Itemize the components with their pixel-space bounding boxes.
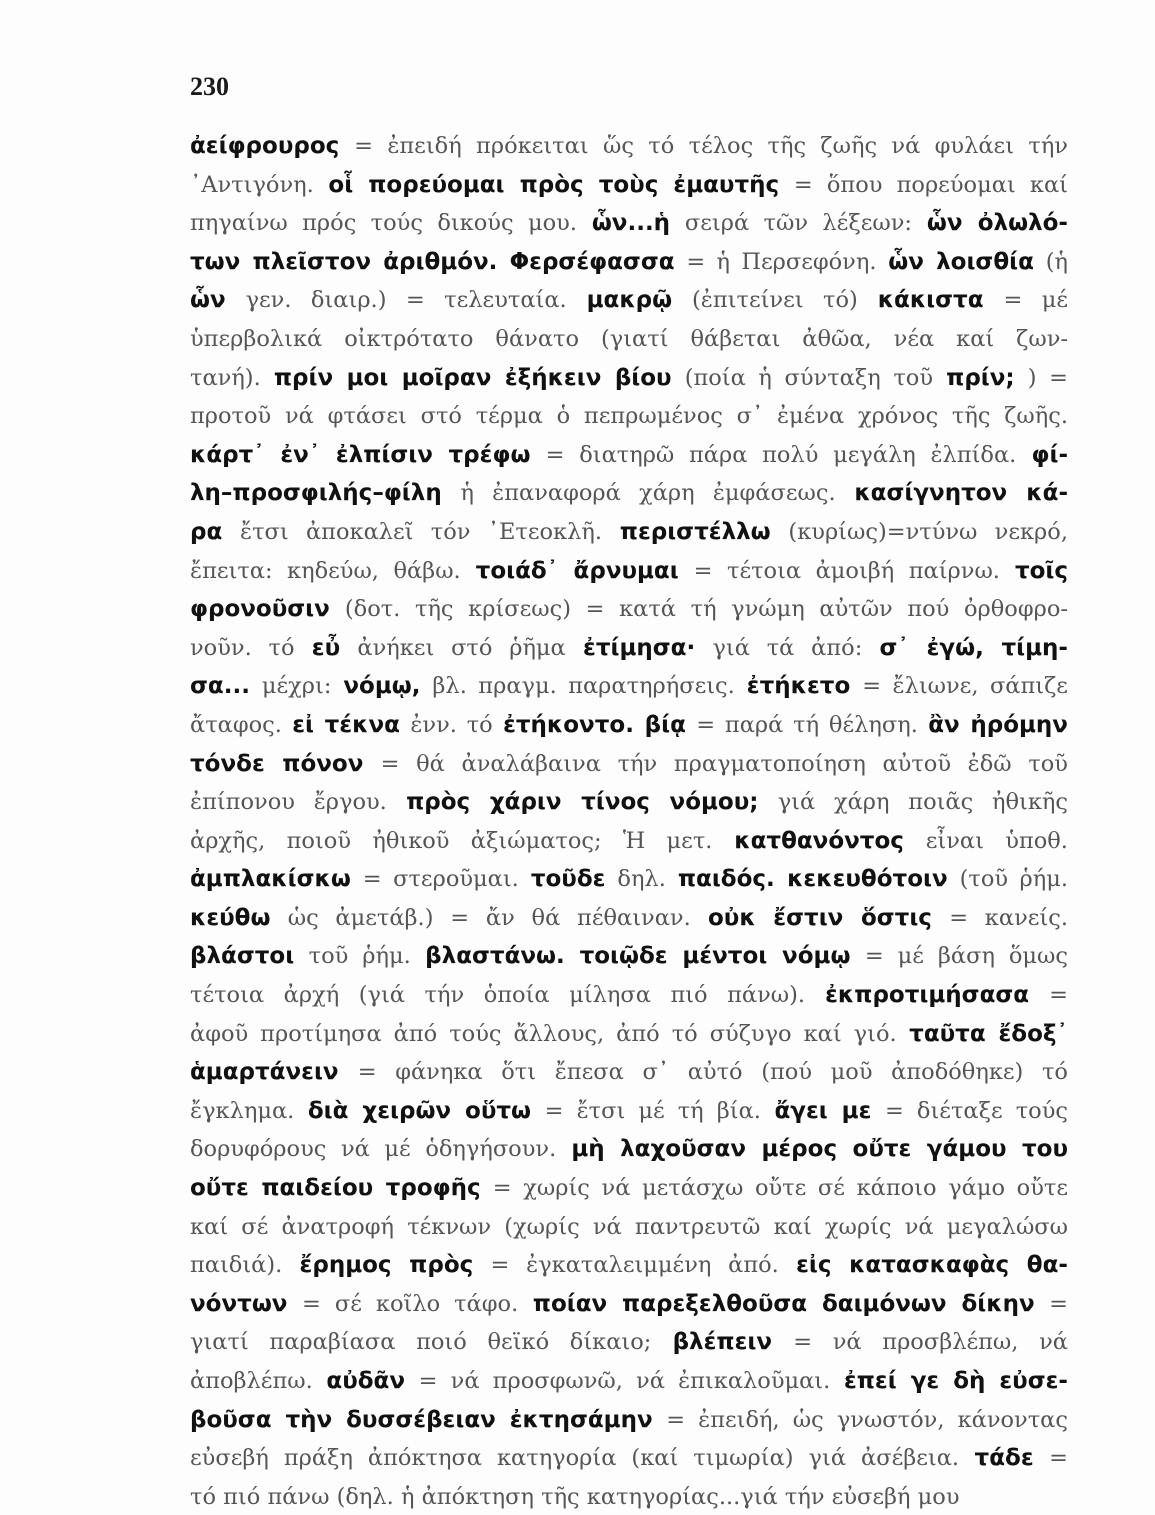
gloss-text: = παρά τή θέληση. bbox=[696, 711, 918, 738]
headword: μὴ λαχοῦσαν μέρος οὔτε γάμου του bbox=[571, 1136, 1068, 1163]
text-line bbox=[190, 1207, 1068, 1246]
headword: φί- bbox=[1031, 441, 1068, 468]
text-line bbox=[190, 1091, 1068, 1130]
text-line bbox=[190, 435, 1068, 474]
headword: ἔρημος πρὸς bbox=[299, 1252, 474, 1279]
headword: ποίαν παρεξελθοῦσα δαιμόνων δίκην bbox=[532, 1290, 1035, 1317]
text-line bbox=[190, 705, 1068, 744]
headword: οἷ πορεύομαι πρὸς τοὺς ἐμαυτῆς bbox=[328, 171, 780, 198]
gloss-text: εἶναι ὑποθ. bbox=[925, 827, 1068, 854]
text-line bbox=[190, 551, 1068, 590]
gloss-text: ἀρχῆς, ποιοῦ ἠθικοῦ ἀξιώματος; Ἡ μετ. bbox=[190, 827, 713, 854]
text-line bbox=[190, 1361, 1068, 1400]
gloss-text: = τέτοια ἀμοιβή παίρνω. bbox=[693, 557, 1000, 584]
text-line bbox=[190, 744, 1068, 783]
gloss-text: τανή). bbox=[190, 364, 261, 391]
text-line bbox=[190, 589, 1068, 628]
gloss-text: ἀφοῦ προτίμησα ἀπό τούς ἄλλους, ἀπό τό σύζυγο καί γιό. bbox=[190, 1020, 897, 1047]
gloss-text: = μέ βάση ὅμως bbox=[864, 943, 1068, 970]
gloss-text: = ἐπειδή, ὡς γνωστόν, κάνοντας bbox=[666, 1406, 1068, 1433]
gloss-text: βλ. πραγμ. παρατηρήσεις. bbox=[432, 673, 735, 700]
text-line bbox=[190, 628, 1068, 667]
gloss-text: καί σέ ἀνατροφή τέκνων (χωρίς νά παντρευτῶ καί χωρίς νά μεγαλώσω bbox=[190, 1213, 1068, 1240]
gloss-text: = ἐγκαταλειμμένη ἀπό. bbox=[490, 1252, 779, 1279]
headword: κάρτ᾿ ἐν᾿ ἐλπίσιν τρέφω bbox=[190, 441, 531, 468]
gloss-text: (τοῦ ῥήμ. bbox=[959, 866, 1068, 893]
headword: ρα bbox=[190, 518, 223, 545]
gloss-text: (ἡ bbox=[1045, 248, 1068, 275]
headword: κάκιστα bbox=[877, 287, 984, 314]
headword: ἐκπροτιμήσασα bbox=[825, 982, 1030, 1009]
headword: ἀείφρουρος bbox=[190, 133, 340, 159]
headword: ἐτίμησα· bbox=[583, 634, 696, 661]
headword: σα... bbox=[190, 673, 250, 700]
text-line bbox=[190, 1284, 1068, 1323]
gloss-text: = θά ἀναλάβαινα τήν πραγματοποίηση αὐτοῦ ἐδῶ τοῦ bbox=[380, 750, 1068, 777]
headword: ὧν λοισθία bbox=[888, 248, 1034, 275]
text-line bbox=[190, 242, 1068, 281]
gloss-text: παιδιά). bbox=[190, 1252, 283, 1279]
gloss-text: νοῦν. τό bbox=[190, 634, 295, 661]
text-line bbox=[190, 1438, 1068, 1477]
gloss-text: = σέ κοῖλο τάφο. bbox=[301, 1290, 519, 1317]
headword: βοῦσα τὴν δυσσέβειαν ἐκτησάμην bbox=[190, 1406, 653, 1433]
text-line bbox=[190, 358, 1068, 397]
gloss-text: = χωρίς νά μετάσχω οὔτε σέ κάποιο γάμο οὔτε bbox=[492, 1175, 1068, 1202]
gloss-text: ἄταφος. bbox=[190, 711, 282, 738]
gloss-text: σειρά τῶν λέξεων: bbox=[684, 210, 912, 237]
headword: πρὸς χάριν τίνος νόμου; bbox=[406, 789, 759, 816]
gloss-text: (κυρίως)=ντύνω νεκρό, bbox=[788, 518, 1068, 545]
gloss-text: = bbox=[1049, 1445, 1068, 1472]
headword: τόνδε πόνον bbox=[190, 750, 364, 777]
gloss-text: δορυφόρους νά μέ ὁδηγήσουν. bbox=[190, 1136, 557, 1163]
gloss-text: = διατηρῶ πάρα πολύ μεγάλη ἐλπίδα. bbox=[545, 441, 1017, 468]
text-line bbox=[190, 898, 1068, 937]
text-line bbox=[190, 666, 1068, 705]
headword: ἐτήκετο bbox=[746, 673, 851, 700]
text-line bbox=[190, 280, 1068, 319]
gloss-text: προτοῦ νά φτάσει στό τέρμα ὁ πεπρωμένος σ᾿ ἐμένα χρόνος τῆς ζωῆς. bbox=[190, 403, 1068, 430]
text-line bbox=[190, 473, 1068, 512]
headword: κεύθω bbox=[190, 904, 271, 931]
gloss-text: ἀνήκει στό ῥῆμα bbox=[357, 634, 566, 661]
gloss-text: = bbox=[1049, 982, 1068, 1009]
text-line bbox=[190, 512, 1068, 551]
headword: λη–προσφιλής–φίλη bbox=[190, 480, 442, 507]
text-line bbox=[190, 396, 1068, 435]
gloss-text: = ἡ Περσεφόνη. bbox=[686, 248, 877, 275]
headword: πρίν μοι μοῖραν ἐξήκειν βίου bbox=[273, 364, 672, 391]
gloss-text: γιατί παραβίασα ποιό θεϊκό δίκαιο; bbox=[190, 1329, 652, 1356]
headword: ὧν...ἡ bbox=[591, 210, 671, 237]
headword: ἐτήκοντο. βίᾳ bbox=[503, 711, 686, 738]
text-line bbox=[190, 203, 1068, 242]
text-line bbox=[190, 1245, 1068, 1284]
headword: οὔτε παιδείου τροφῆς bbox=[190, 1175, 481, 1202]
gloss-text: = φάνηκα ὅτι ἔπεσα σ᾿ αὐτό (πού μοῦ ἀποδόθηκε) τό bbox=[357, 1059, 1068, 1086]
text-line bbox=[190, 1477, 1068, 1515]
headword: τοῖς bbox=[1014, 557, 1068, 584]
gloss-text: (δοτ. τῆς κρίσεως) = κατά τή γνώμη αὐτῶν πού ὀρθοφρο- bbox=[344, 596, 1068, 623]
text-line bbox=[190, 975, 1068, 1014]
headword: τάδε bbox=[974, 1445, 1034, 1472]
text-line bbox=[190, 936, 1068, 975]
headword: ἀμπλακίσκω bbox=[190, 866, 351, 893]
gloss-text: = ἔλιωνε, σάπιζε bbox=[862, 673, 1068, 700]
headword: ὧν bbox=[190, 287, 226, 314]
gloss-text: ἔγκλημα. bbox=[190, 1097, 295, 1124]
gloss-text: δηλ. bbox=[617, 866, 666, 893]
gloss-text: (ποία ἡ σύνταξη τοῦ bbox=[684, 364, 934, 391]
gloss-text: τέτοια ἀρχή (γιά τήν ὁποία μίλησα πιό πάνω). bbox=[190, 982, 806, 1009]
text-line bbox=[190, 1052, 1068, 1091]
headword: περιστέλλω bbox=[619, 518, 771, 545]
gloss-text: τό πιό πάνω (δηλ. ἡ ἀπόκτηση τῆς κατηγορίας...γιά τήν εὐσεβή μου bbox=[190, 1483, 960, 1510]
headword: τοιάδ᾿ ἄρνυμαι bbox=[475, 557, 679, 584]
headword: μακρῷ bbox=[586, 287, 673, 314]
text-line bbox=[190, 1168, 1068, 1207]
text-line bbox=[190, 1322, 1068, 1361]
gloss-text: ἀποβλέπω. bbox=[190, 1368, 313, 1394]
page-number: 230 bbox=[190, 72, 229, 101]
gloss-text: ) = bbox=[1027, 364, 1068, 391]
gloss-text: = κανείς. bbox=[949, 904, 1068, 931]
gloss-text: γεν. διαιρ.) = τελευταία. bbox=[245, 287, 567, 314]
text-line bbox=[190, 1400, 1068, 1439]
headword: ἂν ἠρόμην bbox=[928, 711, 1068, 738]
gloss-text: εὐσεβή πράξη ἀπόκτησα κατηγορία (καί τιμωρία) γιά ἀσέβεια. bbox=[190, 1445, 960, 1472]
gloss-text: ἔπειτα: κηδεύω, θάβω. bbox=[190, 557, 461, 584]
text-line bbox=[190, 319, 1068, 358]
gloss-text: ᾿Αντιγόνη. bbox=[190, 171, 314, 198]
headword: βλάστοι bbox=[190, 943, 295, 970]
gloss-text: ἐνν. τό bbox=[410, 711, 493, 738]
headword: των πλεῖστον ἀριθμόν. Φερσέφασσα bbox=[190, 248, 675, 275]
gloss-text: ὡς ἀμετάβ.) = ἄν θά πέθαιναν. bbox=[287, 904, 691, 931]
body-text bbox=[190, 126, 1068, 1515]
gloss-text: γιά χάρη ποιᾶς ἠθικῆς bbox=[777, 789, 1068, 816]
gloss-text: πηγαίνω πρός τούς δικούς μου. bbox=[190, 210, 577, 237]
gloss-text: ἡ ἐπαναφορά χάρη ἐμφάσεως. bbox=[460, 480, 836, 507]
gloss-text: = ἔτσι μέ τή βία. bbox=[544, 1097, 761, 1124]
headword: οὐκ ἔστιν ὅστις bbox=[708, 904, 932, 931]
gloss-text: (ἐπιτείνει τό) bbox=[692, 287, 858, 314]
gloss-text: = μέ bbox=[1003, 287, 1068, 314]
headword: διὰ χειρῶν οὕτω bbox=[307, 1097, 532, 1124]
headword: βλαστάνω. τοιῷδε μέντοι νόμῳ bbox=[425, 943, 851, 970]
gloss-text: γιά τά ἀπό: bbox=[712, 634, 863, 661]
text-line bbox=[190, 126, 1068, 165]
headword: εἰς κατασκαφὰς θα- bbox=[796, 1252, 1068, 1279]
gloss-text: τοῦ ῥήμ. bbox=[308, 943, 411, 970]
gloss-text: μέχρι: bbox=[261, 673, 332, 700]
headword: σ᾿ ἐγώ, τίμη- bbox=[879, 634, 1068, 661]
gloss-text: ἔτσι ἀποκαλεῖ τόν ᾿Ετεοκλῆ. bbox=[240, 518, 602, 545]
gloss-text: = ὅπου πορεύομαι καί bbox=[793, 171, 1068, 198]
headword: αὐδᾶν bbox=[326, 1368, 405, 1394]
headword: κασίγνητον κά- bbox=[854, 480, 1068, 507]
text-line bbox=[190, 821, 1068, 860]
headword: ἁμαρτάνειν bbox=[190, 1059, 339, 1086]
gloss-text: = νά προσφωνῶ, νά ἐπικαλοῦμαι. bbox=[418, 1368, 831, 1394]
headword: νόμῳ, bbox=[343, 673, 421, 700]
headword: βλέπειν bbox=[672, 1329, 773, 1356]
headword: ἄγει με bbox=[774, 1097, 872, 1124]
headword: εἰ τέκνα bbox=[292, 711, 400, 738]
headword: εὖ bbox=[311, 634, 341, 661]
text-line bbox=[190, 165, 1068, 204]
gloss-text: ἐπίπονου ἔργου. bbox=[190, 789, 387, 816]
headword: ταῦτα ἔδοξ᾿ bbox=[909, 1020, 1068, 1047]
headword: τοῦδε bbox=[530, 866, 606, 893]
headword: ὧν ὀλωλό- bbox=[926, 210, 1068, 237]
gloss-text: ὑπερβολικά οἰκτρότατο θάνατο (γιατί θάβεται ἀθῶα, νέα καί ζων- bbox=[190, 325, 1068, 352]
text-line bbox=[190, 1129, 1068, 1168]
text-line bbox=[190, 1014, 1068, 1053]
headword: φρονοῦσιν bbox=[190, 596, 330, 623]
gloss-text: = bbox=[1049, 1290, 1068, 1317]
gloss-text: = ἐπειδή πρόκειται ὥς τό τέλος τῆς ζωῆς νά φυλάει τήν bbox=[354, 133, 1068, 159]
text-line bbox=[190, 782, 1068, 821]
headword: πρίν; bbox=[946, 364, 1015, 391]
gloss-text: = νά προσβλέπω, νά bbox=[793, 1329, 1068, 1356]
headword: ἐπεί γε δὴ εὐσε- bbox=[843, 1368, 1068, 1394]
gloss-text: = στεροῦμαι. bbox=[362, 866, 519, 893]
text-line bbox=[190, 859, 1068, 898]
gloss-text: = διέταξε τούς bbox=[884, 1097, 1068, 1124]
headword: νόντων bbox=[190, 1290, 288, 1317]
headword: παιδός. κεκευθότοιν bbox=[677, 866, 948, 893]
headword: κατθανόντος bbox=[734, 827, 904, 854]
